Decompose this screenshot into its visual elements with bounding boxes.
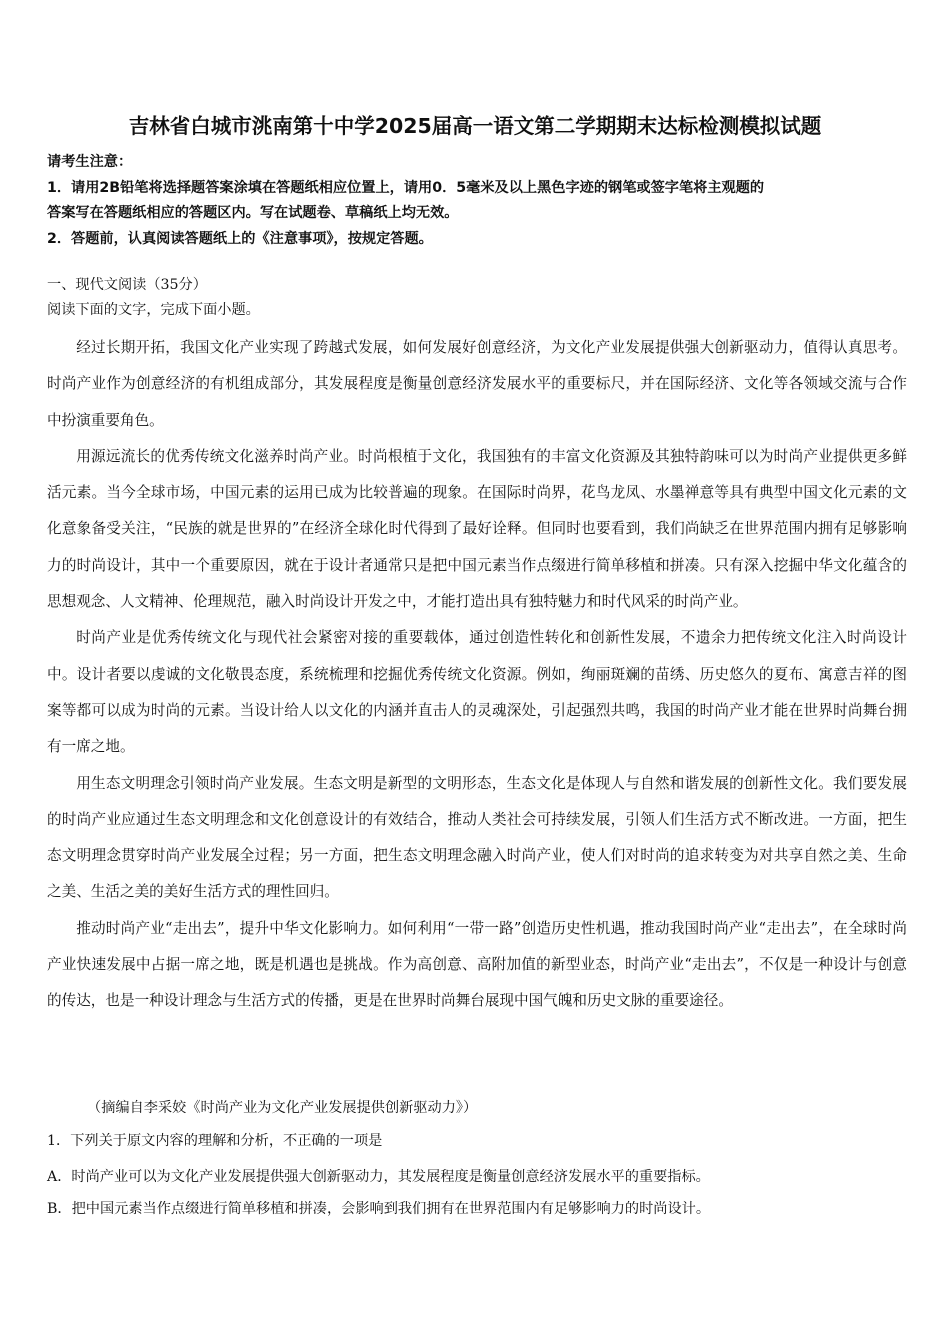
notice-item-2: 2．答题前，认真阅读答题纸上的《注意事项》，按规定答题。: [47, 230, 433, 247]
passage-paragraph-3: 时尚产业是优秀传统文化与现代社会紧密对接的重要载体，通过创造性转化和创新性发展，不遗余力把传统文化注入时尚设计中。设计者要以虔诚的文化敬畏态度，系统梳理和挖掘优秀传统文化资源。例如，绚丽斑斓的苗绣、历史悠久的夏布、寓意吉祥的图案等都可以成为时尚的元素。当设计给人以文化的内涵并直击人的灵魂深处，引起强烈共鸣，我国的时尚产业才能在世界时尚舞台拥有一席之地。: [47, 629, 907, 756]
notice-heading: 请考生注意：: [47, 154, 133, 170]
passage-paragraph-2: 用源远流长的优秀传统文化滋养时尚产业。时尚根植于文化，我国独有的丰富文化资源及其独特韵味可以为时尚产业提供更多鲜活元素。当今全球市场，中国元素的运用已成为比较普遍的现象。在国际时尚界，花鸟龙凤、水墨禅意等具有典型中国文化元素的文化意象备受关注，“民族的就是世界的”在经济全球化时代得到了最好诠释。但同时也要看到，我们尚缺乏在世界范围内拥有足够影响力的时尚设计，其中一个重要原因，就在于设计者通常只是把中国元素当作点缀进行简单移植和拼凑。只有深入挖掘中华文化蕴含的思想观念、人文精神、伦理规范，融入时尚设计开发之中，才能打造出具有独特魅力和时代风采的时尚产业。: [47, 447, 907, 611]
passage-paragraph-1: 经过长期开拓，我国文化产业实现了跨越式发展，如何发展好创意经济，为文化产业发展提供强大创新驱动力，值得认真思考。时尚产业作为创意经济的有机组成部分，其发展程度是衡量创意经济发展水平的重要标尺，并在国际经济、文化等各领域交流与合作中扮演重要角色。: [47, 339, 907, 429]
passage-paragraph-5: 推动时尚产业“走出去”，提升中华文化影响力。如何利用“一带一路”创造历史性机遇，推动我国时尚产业“走出去”，在全球时尚产业快速发展中占据一席之地，既是机遇也是挑战。作为高创意、高附加值的新型业态，时尚产业“走出去”，不仅是一种设计与创意的传达，也是一种设计理念与生活方式的传播，更是在世界时尚舞台展现中国气魄和历史文脉的重要途径。: [47, 919, 907, 1010]
question-1-option-b: B．把中国元素当作点缀进行简单移植和拼凑，会影响到我们拥有在世界范围内有足够影响力的时尚设计。: [47, 1201, 711, 1217]
reading-passage: [47, 330, 907, 1020]
question-1-option-a: A．时尚产业可以为文化产业发展提供强大创新驱动力，其发展程度是衡量创意经济发展水平的重要指标。: [47, 1169, 710, 1185]
section-instruction: 阅读下面的文字，完成下面小题。: [47, 302, 260, 318]
notice-item-1-line-1: 1．请用2B铅笔将选择题答案涂填在答题纸相应位置上，请用0．5毫米及以上黑色字迹的钢笔或签字笔将主观题的: [47, 179, 765, 196]
notice-item-1-line-2: 答案写在答题纸相应的答题区内。写在试题卷、草稿纸上均无效。: [47, 205, 459, 221]
exam-title: 吉林省白城市洮南第十中学2025届高一语文第二学期期末达标检测模拟试题: [128, 114, 822, 138]
section-heading: 一、现代文阅读（35分）: [47, 277, 207, 293]
passage-source: （摘编自李采姣《时尚产业为文化产业发展提供创新驱动力》）: [87, 1100, 478, 1116]
question-1-stem: 1．下列关于原文内容的理解和分析，不正确的一项是: [47, 1133, 383, 1149]
candidate-notice: [47, 150, 907, 252]
passage-paragraph-4: 用生态文明理念引领时尚产业发展。生态文明是新型的文明形态，生态文化是体现人与自然和谐发展的创新性文化。我们要发展的时尚产业应通过生态文明理念和文化创意设计的有效结合，推动人类社会可持续发展，引领人们生活方式不断改进。一方面，把生态文明理念贯穿时尚产业发展全过程；另一方面，把生态文明理念融入时尚产业，使人们对时尚的追求转变为对共享自然之美、生命之美、生活之美的美好生活方式的理性回归。: [47, 774, 907, 901]
